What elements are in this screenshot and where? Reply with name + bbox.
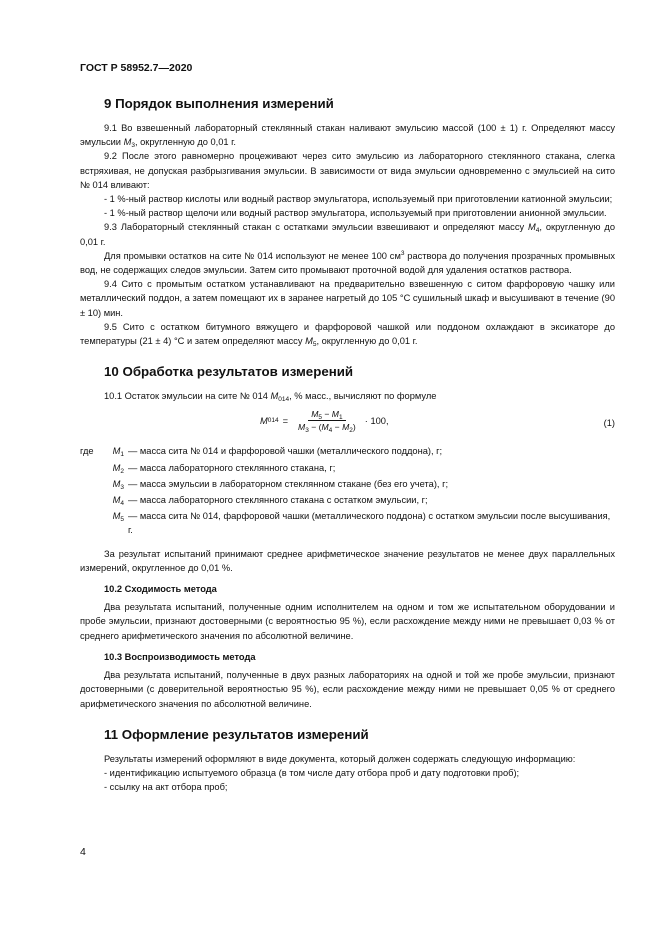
para-10-3: Два результата испытаний, полученные в двух разных лабораториях на одной и той же пробе эмульсии, признают достоверными (с доверительной вероятностью 95 %), если расхождение между ними не превышает 0,05 % от среднего арифметического значения по абсолютной величине.: [80, 670, 615, 709]
para-9-2-acid: - 1 %-ный раствор кислоты или водный раствор эмульгатора, используемый при приготовлении катионной эмульсии;: [104, 194, 613, 205]
para-10-1: 10.1 Остаток эмульсии на сите № 014 $M_{014}$, % масс., вычисляют по формуле: [104, 391, 437, 404]
page-content: [80, 96, 615, 794]
para-11-item-2: - ссылку на акт отбора проб;: [104, 782, 228, 793]
para-11-item-1: - идентификацию испытуемого образца (в том числе дату отбора проб и дату подготовки проб);: [104, 767, 520, 778]
para-10-2: Два результата испытаний, полученные одним исполнителем на одном и том же испытательном оборудовании и пробе эмульсии, признают достоверными (с вероятностью 95 %), если расхождение между ними не превышает 0,03 % от среднего арифметического значения по абсолютной величине.: [80, 602, 615, 641]
legend-row-m2: $M_2$ — масса лабораторного стеклянного стакана, г;: [112, 462, 336, 475]
section-10-2-title: 10.2 Сходимость метода: [104, 584, 217, 595]
standard-header: ГОСТ Р 58952.7—2020: [80, 62, 193, 74]
section-10-3-title: 10.3 Воспроизводимость метода: [104, 651, 256, 662]
legend-row-m4: $M_4$ — масса лабораторного стеклянного стакана с остатком эмульсии, г;: [112, 495, 428, 508]
equation-number: (1): [603, 418, 615, 429]
section-9-title: 9 Порядок выполнения измерений: [104, 96, 334, 111]
para-11-intro: Результаты измерений оформляют в виде документа, который должен содержать следующую информацию:: [104, 753, 576, 764]
para-9-2-alkali: - 1 %-ный раствор щелочи или водный раствор эмульгатора, используемый при приготовлении анионной эмульсии.: [104, 208, 607, 219]
legend-row-m1: где $M_1$ — масса сита № 014 и фарфоровой чашки (металлического поддона), г;: [80, 446, 443, 459]
page-number: 4: [80, 846, 86, 858]
section-10-title: 10 Обработка результатов измерений: [104, 364, 354, 380]
para-9-5: 9.5 Сито с остатком битумного вяжущего и фарфоровой чашкой или поддоном охлаждают в эксикаторе до температуры (21 ± 4) °С и затем определяют массу $M_5$, округленную до 0,01 г.: [80, 321, 615, 349]
para-9-3: 9.3 Лабораторный стеклянный стакан с остатками эмульсии взвешивают и определяют массу $M_4$, округленную до 0,01 г.: [80, 222, 615, 247]
section-11-title: 11 Оформление результатов измерений: [104, 726, 369, 742]
para-10-1-result: За результат испытаний принимают среднее арифметическое значение результатов не менее двух параллельных измерений, округленное до 0,01 %.: [80, 548, 615, 573]
formula-fraction: $\frac{M_5 - M_1}{M_3 - (M_4 - M_2)}$: [298, 409, 356, 435]
legend-row-m3: $M_3$ — масса эмульсии в лабораторном стеклянном стакане (без его учета), г;: [112, 478, 449, 491]
formula-1: M 014 = $\frac{M_5 - M_1}{M_3 - (M_4 - M_2)}$ · 100, (1): [260, 409, 615, 435]
legend-row-m5: $M_5$ — масса сита № 014, фарфоровой чашки (металлического поддона) с остатком эмульсии после высушивания, г.: [112, 511, 611, 536]
para-9-2: 9.2 После этого равномерно процеживают через сито эмульсию из лабораторного стеклянного стакана, слегка встряхивая, не допуская разбрызгивания эмульсии. В зависимости от вида эмульсии одновременно с эмульсией на сито № 014 вливают:: [80, 151, 615, 190]
para-9-4: 9.4 Сито с промытым остатком устанавливают на предварительно взвешенную с ситом фарфоровую чашку или металлический поддон, а затем помещают их в заранее нагретый до 105 °С сушильный шкаф и высушивают в течение (90 ± 10) мин.: [80, 279, 615, 318]
formula-legend: [80, 444, 615, 537]
para-9-3-rinse: Для промывки остатков на сите № 014 используют не менее 100 $см^3$ раствора до получения прозрачных промывных вод, не содержащих следов эмульсии. Затем сито промывают проточной водой для удаления остатков раствора.: [80, 249, 615, 276]
para-9-1: 9.1 Во взвешенный лабораторный стеклянный стакан наливают эмульсию массой (100 ± 1) г. Определяют массу эмульсии $M_3$, округленную до 0,01 г.: [80, 123, 615, 150]
